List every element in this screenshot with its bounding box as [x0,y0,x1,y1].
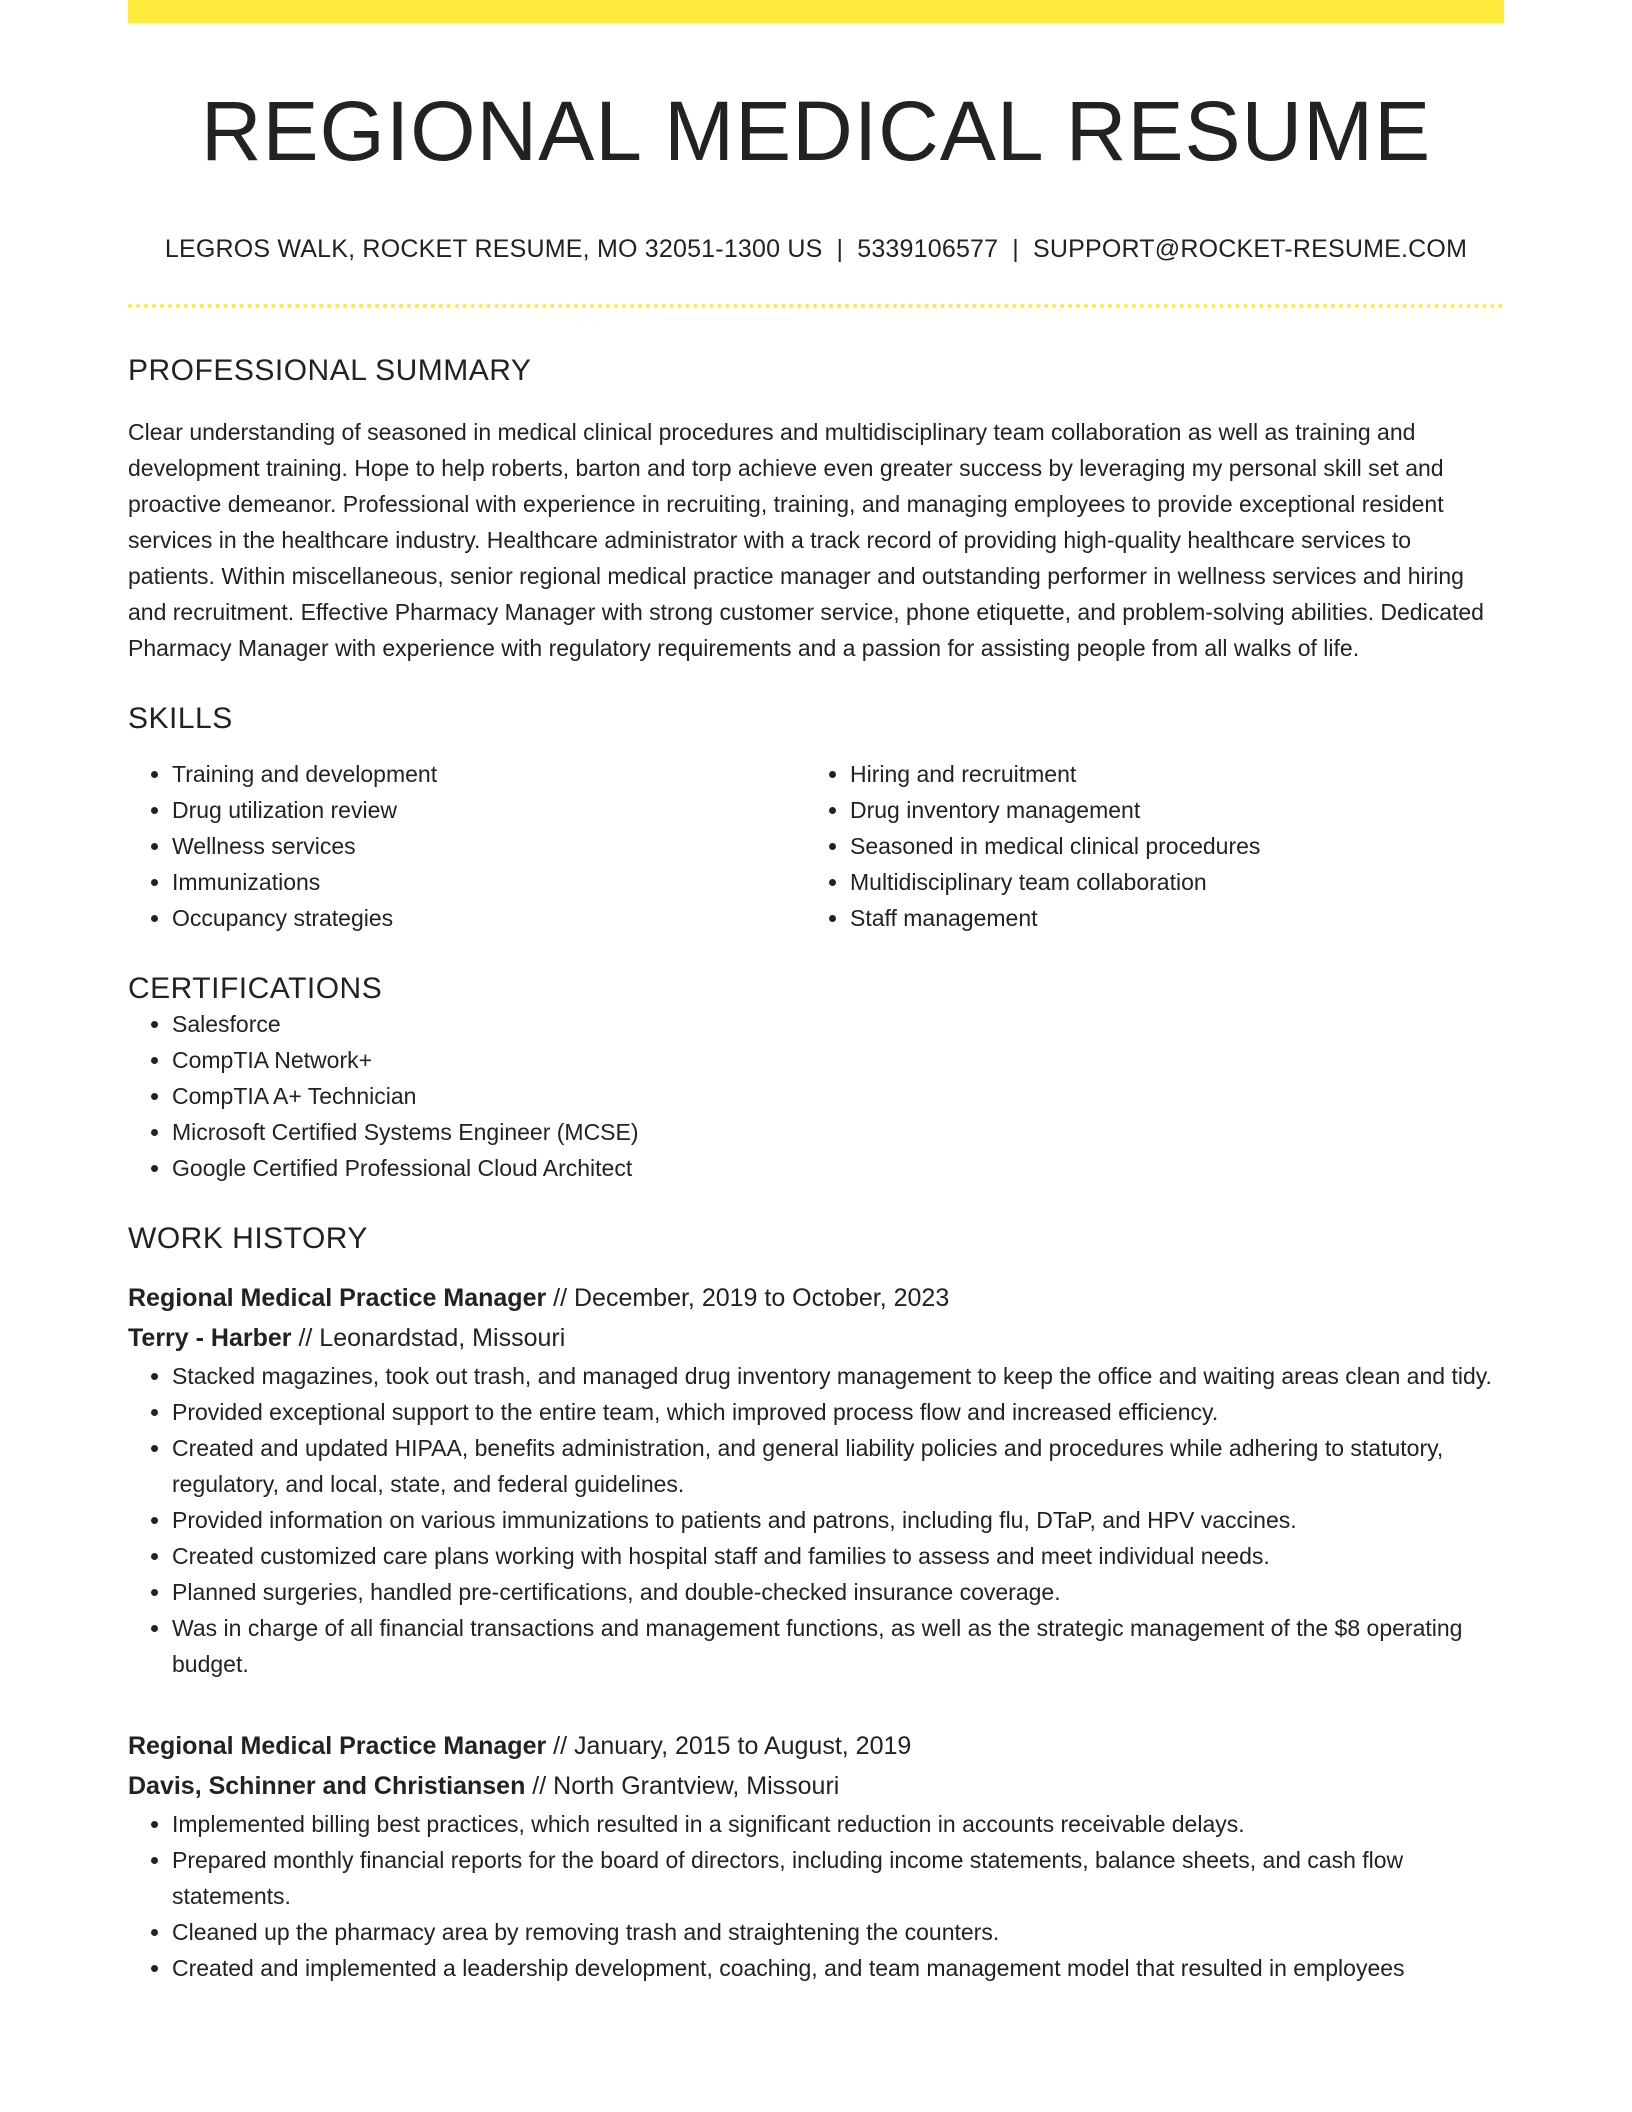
skill-item: • Drug inventory management [850,792,1484,828]
job-bullet: • Stacked magazines, took out trash, and managed drug inventory management to keep the office and waiting areas clean and tidy. [172,1358,1504,1394]
summary-heading: PROFESSIONAL SUMMARY [128,354,532,388]
certification-item: • CompTIA A+ Technician [172,1078,1504,1114]
job-bullets [128,1806,1504,1986]
skills-columns [128,756,1504,936]
work-history-heading: WORK HISTORY [128,1222,368,1256]
contact-address: LEGROS WALK, ROCKET RESUME, MO 32051-1300 US [164,235,823,264]
job-bullet: • Provided information on various immunizations to patients and patrons, including flu, DTaP, and HPV vaccines. [172,1502,1504,1538]
certification-item: • CompTIA Network+ [172,1042,1504,1078]
certification-item: • Microsoft Certified Systems Engineer (MCSE) [172,1114,1504,1150]
certifications-list [128,1006,1504,1186]
job-role: Regional Medical Practice Manager [128,1284,547,1313]
skill-item: • Multidisciplinary team collaboration [850,864,1484,900]
skill-item: • Seasoned in medical clinical procedures [850,828,1484,864]
job-role-line [128,1278,1504,1318]
job-bullet: • Was in charge of all financial transactions and management functions, as well as the strategic management of the $8 operating budget. [172,1610,1504,1682]
job-bullet: • Created and implemented a leadership development, coaching, and team management model that resulted in employees [172,1950,1504,1986]
contact-separator: | [836,235,844,264]
summary-text: Clear understanding of seasoned in medical clinical procedures and multidisciplinary team collaboration as well as training and development training. Hope to help roberts, barton and torp achieve even greater success by leveraging my personal skill set and proactive demeanor. Professional with experience in recruiting, training, and managing employees to provide exceptional resident services in the healthcare industry. Healthcare administrator with a track record of providing high-quality healthcare services to patients. Within miscellaneous, senior regional medical practice manager and outstanding performer in wellness services and hiring and recruitment. Effective Pharmacy Manager with strong customer service, phone etiquette, and problem-solving abilities. Dedicated Pharmacy Manager with experience with regulatory requirements and a passion for assisting people from all walks of life. [128,419,1484,662]
skill-item: • Wellness services [172,828,806,864]
job-location: // Leonardstad, Missouri [298,1324,566,1353]
job-bullets [128,1358,1504,1682]
job-role-line [128,1726,1504,1766]
job-bullet: • Provided exceptional support to the entire team, which improved process flow and increased efficiency. [172,1394,1504,1430]
job-entry [128,1726,1504,1986]
job-bullet: • Prepared monthly financial reports for the board of directors, including income statements, balance sheets, and cash flow statements. [172,1842,1504,1914]
top-accent-bar [128,0,1504,23]
skill-item: • Drug utilization review [172,792,806,828]
job-role: Regional Medical Practice Manager [128,1732,547,1761]
job-bullet: • Created and updated HIPAA, benefits administration, and general liability policies and procedures while adhering to statutory, regulatory, and local, state, and federal guidelines. [172,1430,1504,1502]
skills-list-right [806,756,1484,936]
job-dates: // January, 2015 to August, 2019 [553,1732,912,1761]
job-location: // North Grantview, Missouri [532,1772,840,1801]
contact-line [128,235,1504,264]
skills-list-left [128,756,806,936]
contact-phone[interactable]: 5339106577 [857,235,999,264]
skill-item: • Occupancy strategies [172,900,806,936]
job-bullet: • Created customized care plans working with hospital staff and families to assess and meet individual needs. [172,1538,1504,1574]
job-company-line [128,1318,1504,1358]
job-bullet: • Planned surgeries, handled pre-certifications, and double-checked insurance coverage. [172,1574,1504,1610]
job-company-line [128,1766,1504,1806]
resume-page [128,0,1504,1986]
skills-heading: SKILLS [128,702,233,736]
certification-item: • Salesforce [172,1006,1504,1042]
job-company: Terry - Harber [128,1324,292,1353]
certification-item: • Google Certified Professional Cloud Architect [172,1150,1504,1186]
skill-item: • Immunizations [172,864,806,900]
resume-title: REGIONAL MEDICAL RESUME [200,84,1432,178]
certifications-heading: CERTIFICATIONS [128,972,383,1006]
contact-separator: | [1012,235,1019,264]
skill-item: • Hiring and recruitment [850,756,1484,792]
skill-item: • Staff management [850,900,1484,936]
job-dates: // December, 2019 to October, 2023 [553,1284,950,1313]
header-divider [128,304,1504,308]
contact-email[interactable]: SUPPORT@ROCKET-RESUME.COM [1032,235,1468,264]
job-bullet: • Cleaned up the pharmacy area by removing trash and straightening the counters. [172,1914,1504,1950]
job-entry [128,1278,1504,1682]
skill-item: • Training and development [172,756,806,792]
job-bullet: • Implemented billing best practices, which resulted in a significant reduction in accounts receivable delays. [172,1806,1504,1842]
job-company: Davis, Schinner and Christiansen [128,1772,526,1801]
